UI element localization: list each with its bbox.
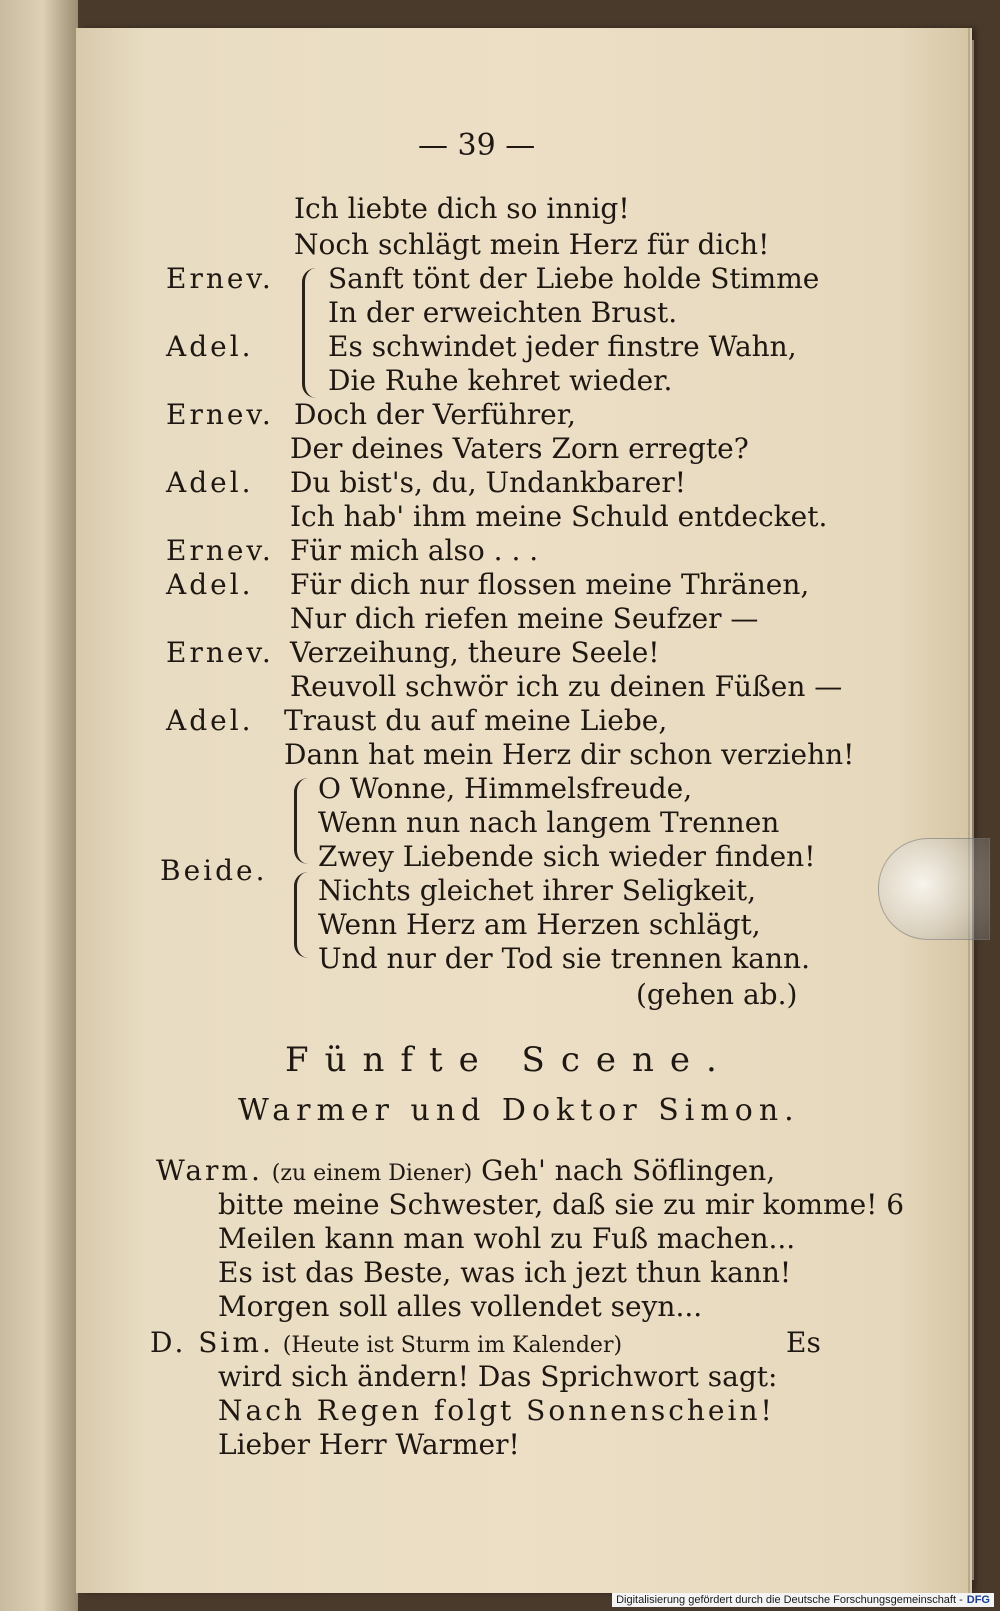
speech-line <box>150 1326 622 1359</box>
verse-line: Wenn nun nach langem Trennen <box>318 806 780 839</box>
verse-line: Doch der Verführer, <box>294 398 576 431</box>
speaker-label: Ernev. <box>166 636 274 669</box>
speech-line: Lieber Herr Warmer! <box>218 1428 520 1461</box>
speaker-label: Adel. <box>166 568 254 601</box>
credit-text: Digitalisierung gefördert durch die Deutsche Forschungsgemeinschaft - <box>616 1594 963 1606</box>
verse-line: Für dich nur flossen meine Thränen, <box>290 568 810 601</box>
speaker-label: Beide. <box>160 854 268 887</box>
verse-line: Dann hat mein Herz dir schon verziehn! <box>284 738 855 771</box>
verse-line: Reuvoll schwör ich zu deinen Füßen — <box>290 670 843 703</box>
brace <box>302 268 317 398</box>
speech-text: Es <box>786 1326 821 1359</box>
page-clip <box>878 838 990 940</box>
speech-line: Es ist das Beste, was ich jezt thun kann! <box>218 1256 792 1289</box>
speaker-label: Ernev. <box>166 534 274 567</box>
speaker-label: Adel. <box>166 330 254 363</box>
verse-line: Ich hab' ihm meine Schuld entdecket. <box>290 500 828 533</box>
speech-line: Nach Regen folgt Sonnenschein! <box>218 1394 775 1427</box>
verse-line: Es schwindet jeder finstre Wahn, <box>328 330 797 363</box>
speaker-label: D. Sim. <box>150 1326 274 1359</box>
verse-line: Zwey Liebende sich wieder finden! <box>318 840 816 873</box>
page-number: — 39 — <box>418 128 536 163</box>
verse-line: O Wonne, Himmelsfreude, <box>318 772 693 805</box>
speaker-label: Adel. <box>166 466 254 499</box>
brace <box>294 872 309 958</box>
speaker-label: Ernev. <box>166 262 274 295</box>
brace <box>294 778 309 864</box>
speaker-label: Warm. <box>156 1154 263 1187</box>
dfg-logo: DFG <box>966 1594 990 1606</box>
stage-direction: (Heute ist Sturm im Kalender) <box>282 1333 623 1358</box>
verse-line: Und nur der Tod sie trennen kann. <box>318 942 810 975</box>
scene-title: Fünfte Scene. <box>285 1040 733 1080</box>
verse-line: Nur dich riefen meine Seufzer — <box>290 602 759 635</box>
speech-line: wird sich ändern! Das Sprichwort sagt: <box>218 1360 778 1393</box>
verse-line: Traust du auf meine Liebe, <box>284 704 668 737</box>
verse-line: Noch schlägt mein Herz für dich! <box>294 228 770 261</box>
facing-page-edge <box>0 0 78 1611</box>
verse-line: Du bist's, du, Undankbarer! <box>290 466 686 499</box>
verse-line: Nichts gleichet ihrer Seligkeit, <box>318 874 756 907</box>
verse-line: Der deines Vaters Zorn erregte? <box>290 432 749 465</box>
verse-line: Für mich also . . . <box>290 534 539 567</box>
stage-direction: (gehen ab.) <box>636 978 798 1011</box>
speech-line <box>156 1154 775 1187</box>
verse-line: Verzeihung, theure Seele! <box>290 636 660 669</box>
verse-line: In der erweichten Brust. <box>328 296 678 329</box>
verse-line: Die Ruhe kehret wieder. <box>328 364 673 397</box>
verse-line: Wenn Herz am Herzen schlägt, <box>318 908 761 941</box>
stage-direction: (zu einem Diener) <box>271 1161 473 1186</box>
speech-line: Morgen soll alles vollendet seyn... <box>218 1290 703 1323</box>
speech-line: bitte meine Schwester, daß sie zu mir komme! 6 <box>218 1188 905 1221</box>
speaker-label: Ernev. <box>166 398 274 431</box>
scene-characters: Warmer und Doktor Simon. <box>238 1093 800 1128</box>
verse-line: Sanft tönt der Liebe holde Stimme <box>328 262 820 295</box>
digitization-credit <box>612 1593 994 1607</box>
verse-line: Ich liebte dich so innig! <box>294 192 630 225</box>
speech-text: Geh' nach Söflingen, <box>481 1154 776 1187</box>
speech-line: Meilen kann man wohl zu Fuß machen... <box>218 1222 796 1255</box>
speaker-label: Adel. <box>166 704 254 737</box>
